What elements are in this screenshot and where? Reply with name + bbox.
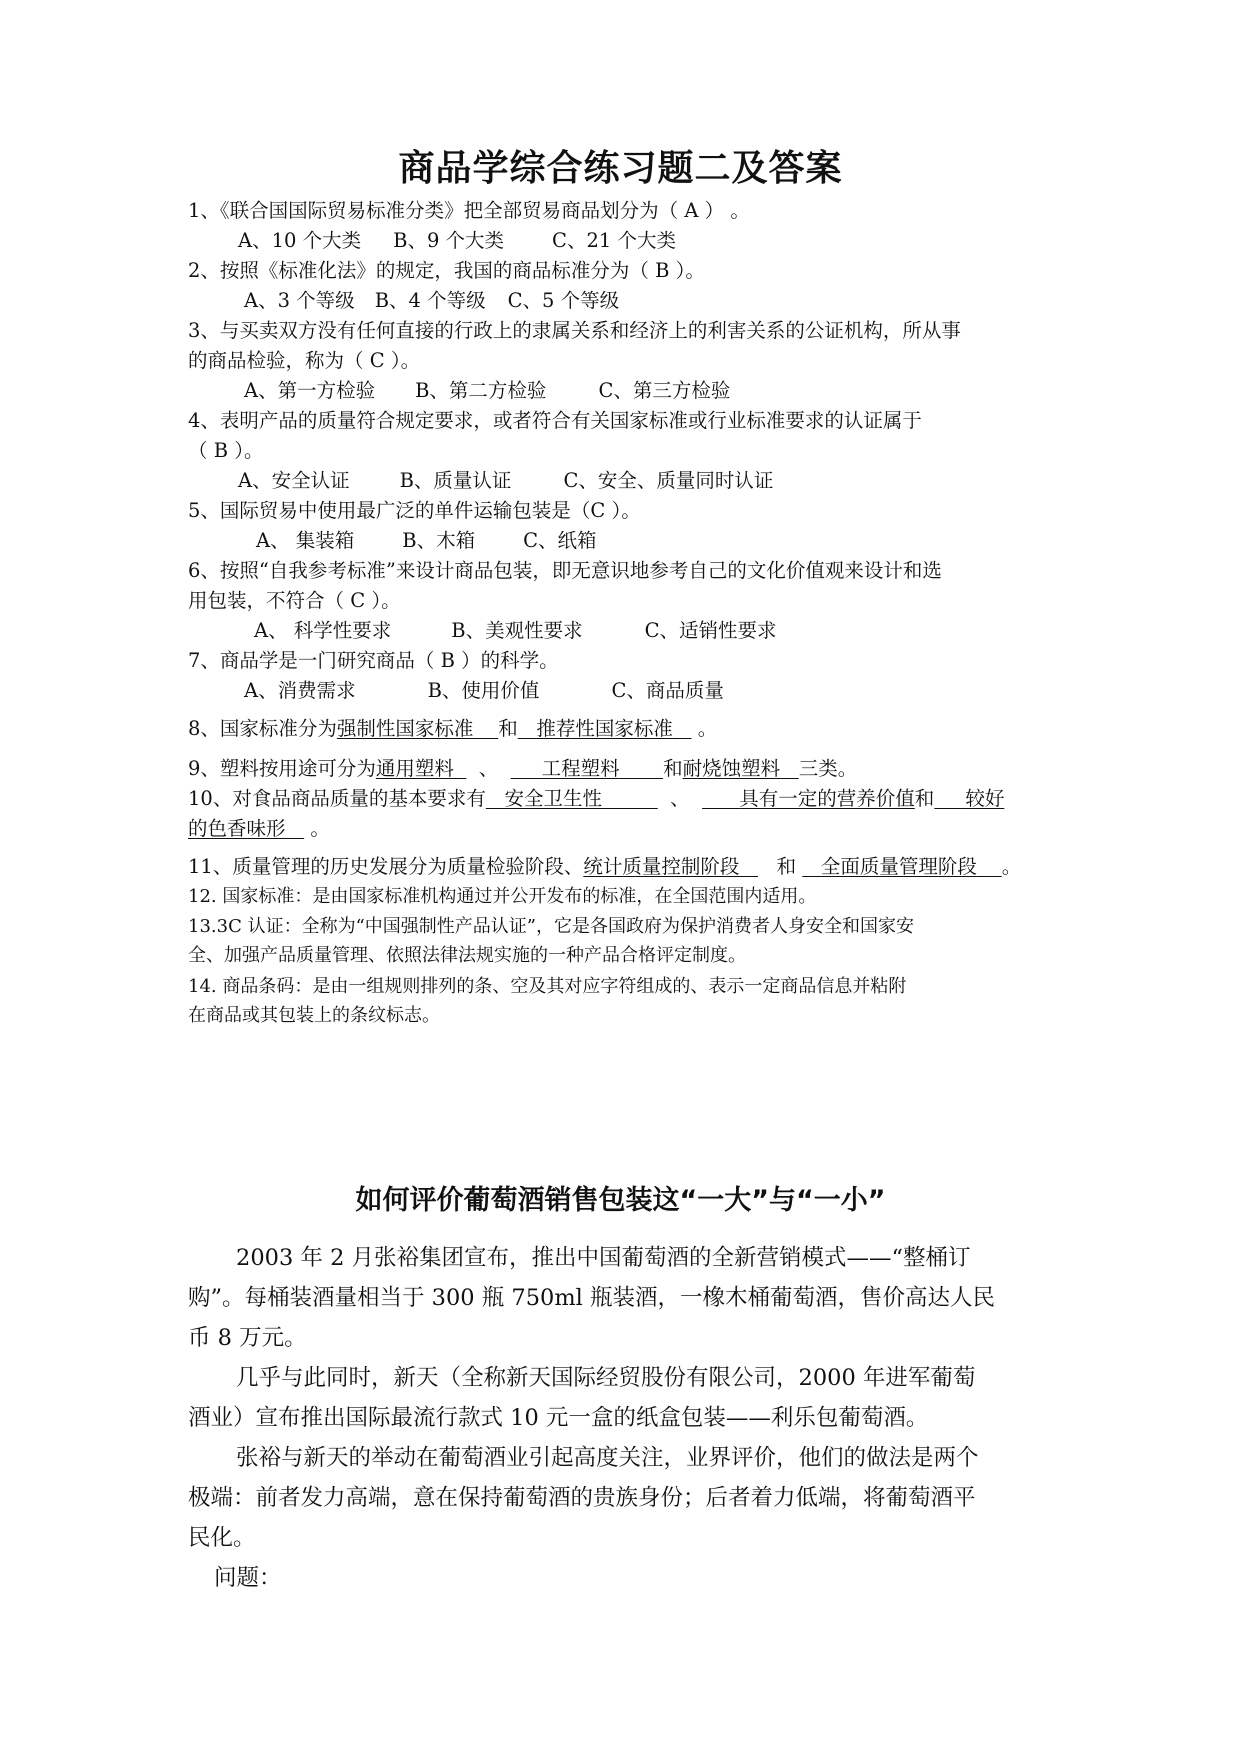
answer-blank-3: 耐烧蚀塑料 [682,757,781,780]
case-paragraph-2: 几乎与此同时，新天（全称新天国际经贸股份有限公司，2000 年进军葡萄 酒业）宣布推出国际最流行款式 10 元一盒的纸盒包装——利乐包葡萄酒。 [188,1365,976,1431]
option-b: B、美观性要求 [451,619,583,642]
question-9: 9、塑料按用途可分为通用塑料 、 工程塑料 和耐烧蚀塑料 三类。 [188,757,858,780]
option-b: B、4 个等级 [374,289,486,312]
question-13-line-1: 13.3C 认证：全称为“中国强制性产品认证”，它是各国政府为保护消费者人身安全和国家安 [188,916,914,937]
option-b: B、9 个大类 [393,229,505,252]
answer-blank-3-part-2: 的色香味形 [188,817,286,840]
question-11: 11、质量管理的历史发展分为质量检验阶段、统计质量控制阶段 和 全面质量管理阶段 。 [188,855,1022,878]
page-title: 商品学综合练习题二及答案 [398,148,843,189]
option-a: A、10 个大类 [238,229,362,252]
option-a: A、第一方检验 [244,379,376,402]
option-c: C、商品质量 [611,679,724,702]
option-c: C、21 个大类 [552,229,676,252]
option-a: A、安全认证 [238,469,350,492]
question-6-line-1: 6、按照“自我参考标准”来设计商品包装，即无意识地参考自己的文化价值观来设计和选 [188,559,942,582]
answer-blank-2: 具有一定的营养价值 [739,787,915,810]
question-4-line-2: （ B ）。 [188,439,264,462]
question-8: 8、国家标准分为强制性国家标准 和 推荐性国家标准 。 [188,717,718,740]
question-13-line-2: 全、加强产品质量管理、依照法律法规实施的一种产品合格评定制度。 [188,945,746,966]
question-3-options [244,378,730,404]
answer-blank-1: 强制性国家标准 [336,717,474,740]
question-2-options [244,288,619,314]
case-question-label: 问题： [214,1565,282,1591]
question-6-options [254,618,777,644]
question-10-line-1: 10、对食品商品质量的基本要求有 安全卫生性 、 具有一定的营养价值和 较好 [188,787,1005,810]
question-2: 2、按照《标准化法》的规定，我国的商品标准分为（ B ）。 [188,259,705,282]
case-paragraph-3: 张裕与新天的举动在葡萄酒业引起高度关注，业界评价，他们的做法是两个 极端：前者发力高端，意在保持葡萄酒的贵族身份；后者着力低端，将葡萄酒平 民化。 [188,1445,979,1551]
question-4-options [238,468,773,494]
answer-blank-2: 推荐性国家标准 [536,717,673,740]
option-a: A、 集装箱 [256,529,355,552]
option-c: C、第三方检验 [598,379,731,402]
option-a: A、 科学性要求 [254,619,392,642]
case-title: 如何评价葡萄酒销售包装这“一大”与“一小” [355,1185,886,1216]
question-1: 1、《联合国国际贸易标准分类》把全部贸易商品划分为（ A ） 。 [188,199,750,222]
question-6-line-2: 用包装，不符合（ C ）。 [188,589,401,612]
question-14-line-1: 14. 商品条码：是由一组规则排列的条、空及其对应字符组成的、表示一定商品信息并粘附 [188,976,907,997]
question-7: 7、商品学是一门研究商品（ B ）的科学。 [188,649,559,672]
option-c: C、安全、质量同时认证 [563,469,774,492]
question-3-line-1: 3、与买卖双方没有任何直接的行政上的隶属关系和经济上的利害关系的公证机构，所从事 [188,319,961,342]
question-7-options [244,678,724,704]
answer-blank-2: 全面质量管理阶段 [820,855,977,878]
option-b: B、木箱 [402,529,476,552]
option-a: A、消费需求 [244,679,356,702]
question-1-options [238,228,676,254]
answer-blank-1: 统计质量控制阶段 [583,855,740,878]
answer-blank-1: 通用塑料 [375,757,454,780]
option-b: B、第二方检验 [415,379,547,402]
question-3-line-2: 的商品检验，称为（ C ）。 [188,349,421,372]
question-10-line-2: 的色香味形 。 [188,817,330,840]
option-b: B、使用价值 [427,679,540,702]
answer-blank-3-part-1: 较好 [965,787,1005,810]
option-a: A、3 个等级 [244,289,355,312]
question-5: 5、国际贸易中使用最广泛的单件运输包装是（C ）。 [188,499,641,522]
answer-blank-2: 工程塑料 [541,757,620,780]
question-12: 12. 国家标准：是由国家标准机构通过并公开发布的标准，在全国范围内适用。 [188,886,817,907]
option-c: C、适销性要求 [644,619,777,642]
option-b: B、质量认证 [399,469,512,492]
case-paragraph-1: 2003 年 2 月张裕集团宣布，推出中国葡萄酒的全新营销模式——“整桶订 购”。每桶装酒量相当于 300 瓶 750ml 瓶装酒，一橡木桶葡萄酒，售价高达人民 币 8 万元。 [188,1245,996,1351]
option-c: C、5 个等级 [507,289,620,312]
question-14-line-2: 在商品或其包装上的条纹标志。 [188,1005,440,1026]
question-5-options [256,528,597,554]
question-4-line-1: 4、表明产品的质量符合规定要求，或者符合有关国家标准或行业标准要求的认证属于 [188,409,922,432]
option-c: C、纸箱 [523,529,597,552]
answer-blank-1: 安全卫生性 [504,787,602,810]
